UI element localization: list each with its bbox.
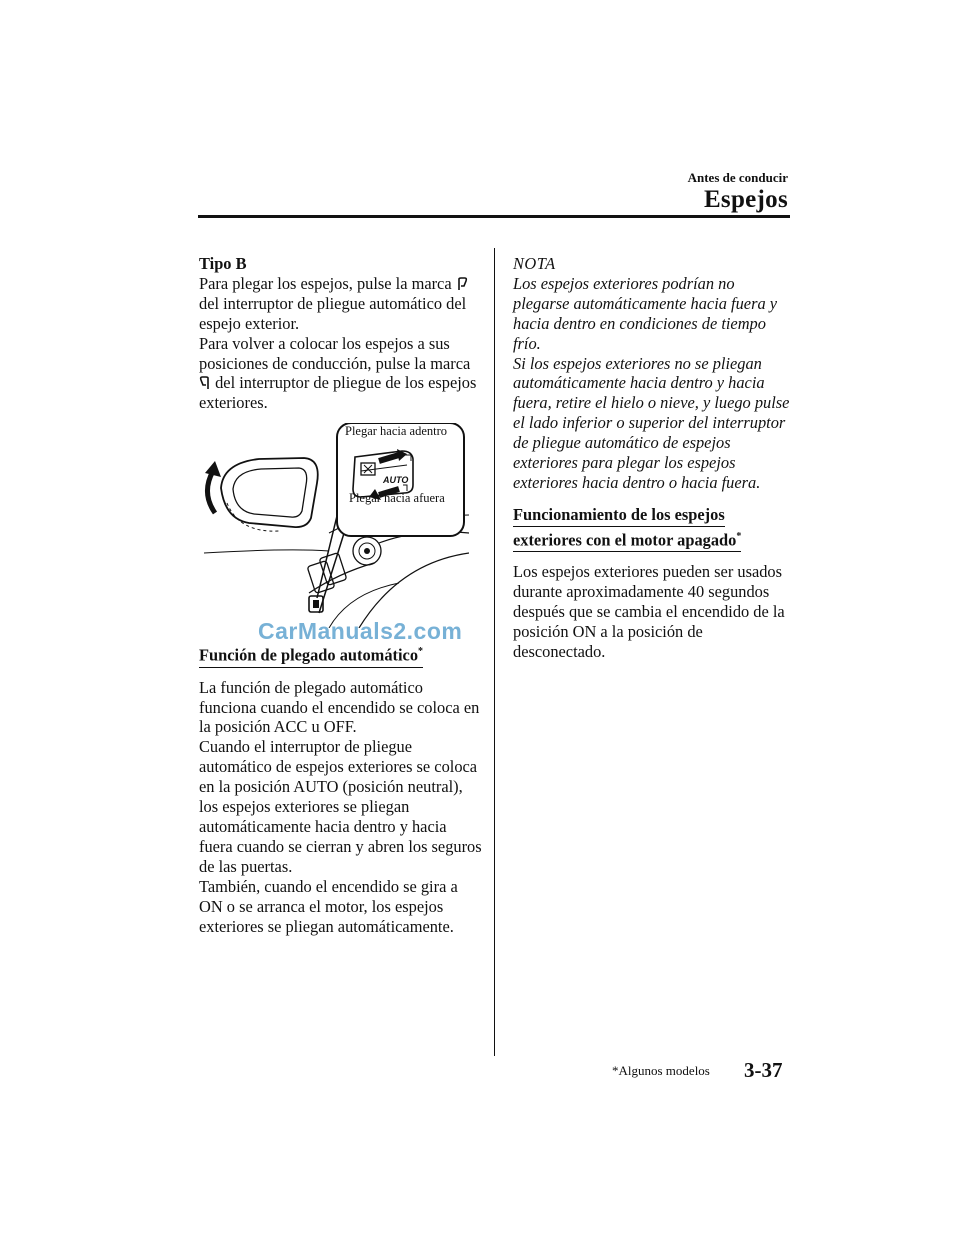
illustration-drawing bbox=[199, 423, 469, 628]
paragraph-auto-fold-1: La función de plegado automático funciona cuando el encendido se coloca en la posición ACC u OFF. bbox=[199, 677, 480, 737]
p1-text-b: del interruptor de pliegue automático del espejo exterior. bbox=[199, 293, 467, 333]
heading-engine-off-line2 bbox=[513, 527, 741, 552]
paragraph-engine-off: Los espejos exteriores pueden ser usados durante aproximadamente 40 segundos después que se cambia el encendido de la posición ON a la posición de desconectado. bbox=[513, 562, 785, 661]
callout-fold-in: Plegar hacia adentro bbox=[345, 424, 448, 438]
mirror-fold-icon bbox=[456, 277, 468, 291]
subheading-tipo-b: Tipo B bbox=[199, 254, 247, 273]
right-column bbox=[513, 254, 793, 662]
p2-text-b: del interruptor de pliegue de los espejos exteriores. bbox=[199, 373, 477, 413]
mirror-switch-illustration bbox=[199, 423, 469, 628]
paragraph-auto-fold-2: Cuando el interruptor de pliegue automático de espejos exteriores se coloca en la posición AUTO (posición neutral), los espejos exteriores se pliegan automáticamente hacia dentro y hacia fuera cuando se cierran y abren los seguros de las puertas. bbox=[199, 737, 482, 876]
heading-auto-fold-label: Función de plegado automático bbox=[199, 645, 419, 665]
mirror-unfold-icon bbox=[199, 376, 211, 390]
heading-engine-off-line1: Funcionamiento de los espejos bbox=[513, 505, 725, 527]
footnote-mark: * bbox=[418, 646, 424, 658]
p2-text-a: Para volver a colocar los espejos a sus posiciones de conducción, pulse la marca bbox=[199, 333, 471, 373]
p1-text-a: Para plegar los espejos, pulse la marca bbox=[199, 273, 452, 293]
page-title: Espejos bbox=[703, 186, 788, 213]
page-number: 3-37 bbox=[744, 1058, 783, 1082]
note-paragraph-1: Los espejos exteriores podrían no plegarse automáticamente hacia fuera y hacia dentro en condiciones de tiempo frío. bbox=[513, 273, 778, 353]
heading-engine-off bbox=[513, 505, 793, 552]
paragraph-auto-fold-3: También, cuando el encendido se gira a ON o se arranca el motor, los espejos exteriores se pliegan automáticamente. bbox=[199, 876, 458, 936]
heading-engine-off-label: exteriores con el motor apagado bbox=[513, 530, 737, 550]
callout-fold-out: Plegar hacia afuera bbox=[349, 491, 445, 505]
paragraph-fold bbox=[199, 274, 482, 334]
paragraph-unfold bbox=[199, 334, 482, 414]
note-paragraph-2: Si los espejos exteriores no se pliegan automáticamente hacia dentro y hacia fuera, retire el hielo o nieve, y luego pulse el lado inferior o superior del interruptor de pliegue automático de espejos exteriores para plegar los espejos exteriores hacia dentro o hacia fuera. bbox=[513, 353, 790, 492]
header-rule bbox=[198, 215, 790, 218]
column-divider bbox=[494, 248, 495, 1056]
note-heading: NOTA bbox=[513, 254, 556, 273]
heading-auto-fold bbox=[199, 642, 482, 667]
heading-auto-fold-text bbox=[199, 642, 423, 667]
switch-auto-text: AUTO bbox=[383, 475, 409, 486]
left-column bbox=[199, 254, 482, 936]
footnote: *Algunos modelos bbox=[612, 1063, 710, 1078]
section-label: Antes de conducir bbox=[687, 170, 788, 185]
watermark: CarManuals2.com bbox=[258, 618, 463, 644]
footnote-mark: * bbox=[736, 530, 742, 542]
